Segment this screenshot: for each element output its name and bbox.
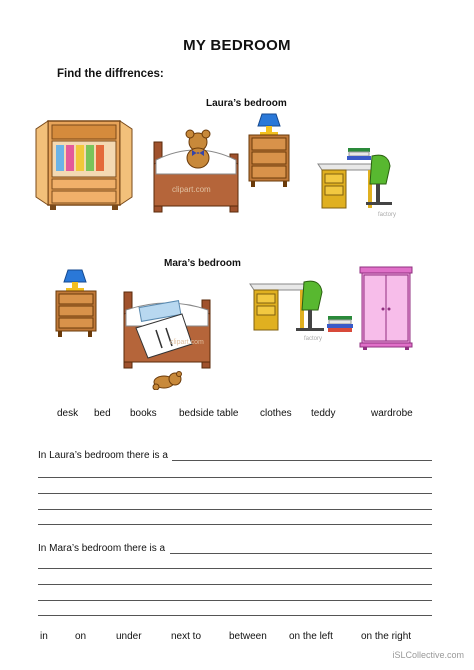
mara-desk-image <box>248 280 328 342</box>
site-watermark: iSLCollective.com <box>392 650 464 660</box>
vocab-word: bed <box>94 408 111 419</box>
vocab-word: clothes <box>260 408 292 419</box>
vocab-word: wardrobe <box>371 408 413 419</box>
vocab-word: teddy <box>311 408 336 419</box>
mara-bedroom-label: Mara’s bedroom <box>164 258 241 269</box>
mara-bed-image <box>118 288 214 370</box>
mara-bed-watermark: clipart.com <box>170 339 204 346</box>
mara-answer-line[interactable] <box>170 553 432 554</box>
vocab-word: books <box>130 408 157 419</box>
writing-line[interactable] <box>38 477 432 478</box>
preposition-word: next to <box>171 631 202 642</box>
preposition-word: on the right <box>361 631 412 642</box>
writing-line[interactable] <box>38 509 432 510</box>
laura-desk-image <box>316 146 398 218</box>
laura-answer-line[interactable] <box>172 460 432 461</box>
writing-line[interactable] <box>38 524 432 525</box>
mara-books-image <box>326 314 354 334</box>
mara-desk-watermark: factory <box>304 336 323 342</box>
laura-bedside-table-image <box>246 112 294 188</box>
page-title: MY BEDROOM <box>183 37 291 54</box>
laura-desk-watermark: factory <box>378 212 397 218</box>
mara-wardrobe-image <box>358 265 414 351</box>
writing-line[interactable] <box>38 615 432 616</box>
instruction: Find the diffrences: <box>57 68 164 80</box>
laura-prompt: In Laura’s bedroom there is a <box>38 450 168 461</box>
preposition-word: on <box>75 631 87 642</box>
writing-line[interactable] <box>38 600 432 601</box>
writing-line[interactable] <box>38 584 432 585</box>
preposition-word: under <box>116 631 142 642</box>
mara-prompt: In Mara’s bedroom there is a <box>38 543 166 554</box>
vocab-word: bedside table <box>179 408 239 419</box>
laura-bed-watermark: clipart.com <box>172 185 211 194</box>
laura-wardrobe-image <box>34 117 134 211</box>
mara-bedside-table-image <box>54 268 100 338</box>
preposition-word: on the left <box>289 631 333 642</box>
laura-bedroom-label: Laura’s bedroom <box>206 98 287 109</box>
laura-bed-image <box>150 124 242 214</box>
vocab-word: desk <box>57 408 79 419</box>
preposition-word: between <box>229 631 267 642</box>
writing-line[interactable] <box>38 493 432 494</box>
writing-line[interactable] <box>38 568 432 569</box>
preposition-word: in <box>40 631 48 642</box>
mara-teddy-image <box>150 370 184 390</box>
